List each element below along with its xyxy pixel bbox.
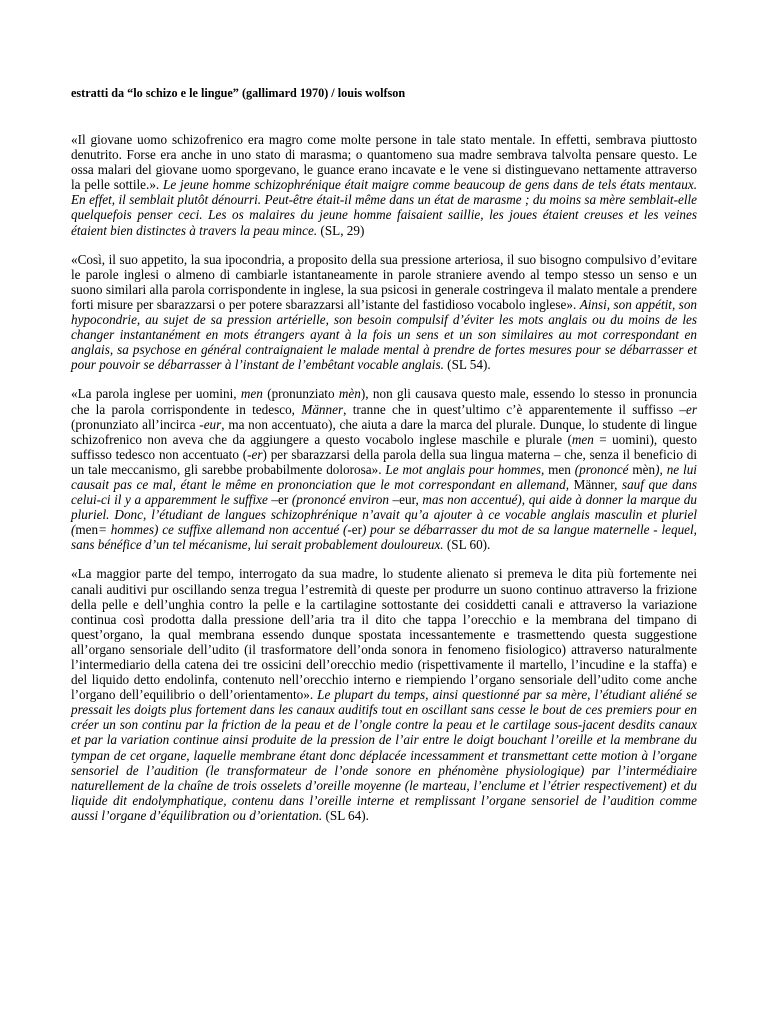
text-run: , ma non accentuato), che aiuta a dare la marca del plurale. Dunque, lo studente di lingue schizofrenico non aveva che da aggiungere a questo vocabolo inglese maschile e plurale ( xyxy=(71,416,697,447)
text-run: ), non gli causava questo male, essendo lo stesso in pronuncia che la parola corrispondente in tedesco, xyxy=(71,386,698,417)
italic-text-run: er xyxy=(251,446,263,462)
italic-text-run: men xyxy=(571,431,594,447)
italic-text-run: er xyxy=(686,401,697,417)
paragraph-2 xyxy=(71,252,697,373)
italic-text-run: (prononcé environ xyxy=(291,492,389,508)
text-run: –eur, xyxy=(388,492,423,508)
italic-text-run: Ainsi, son appétit, son hypocondrie, au sujet de sa pression artérielle, son besoin compulsif d’éviter les mots anglais ou du moins de les changer instantanément en mots étrangers ayant à la fois un sens et un son similaires au mot correspondant en anglais, sa psychose en général contraignaient le malade mental à prendre de fortes mesures pour se débarrasser et pour pouvoir se débarrasser à l’instant de l’embêtant vocable anglais. xyxy=(71,296,698,373)
text-run: men xyxy=(75,522,99,538)
text-run: (SL 54). xyxy=(443,357,491,373)
text-run: (pronunziato xyxy=(262,386,339,402)
italic-text-run: men xyxy=(240,386,263,402)
italic-text-run: mèn xyxy=(338,386,361,402)
text-run: (pronunziato all’incirca - xyxy=(71,416,204,432)
italic-text-run: mas non accentué), qui aide à donner la marque du pluriel. Donc, l’étudiant de langues schizophrénique n’avait qu’a ajouter à ce vocable anglais masculin et pluriel ( xyxy=(71,492,697,538)
text-run: mèn xyxy=(628,461,656,477)
italic-text-run: Männer xyxy=(301,401,344,417)
text-run: «Così, il suo appetito, la sua ipocondria, a proposito della sua pressione arteriosa, il suo bisogno compulsivo d’evitare le parole inglesi o almeno di cambiarle istantaneamente in parole straniere avendo al tempo stesso un senso e un suono similari alla parola corrispondente in inglese, la sua psicosi in generale costringeva il malato mentale a prendere forti misure per sbarazzarsi o per potere sbarazzarsi all’istante del fastidioso vocabolo inglese». xyxy=(71,251,697,312)
text-run: ) per sbarazzarsi della parola della sua lingua materna – che, senza il beneficio di un tale meccanismo, gli sarebbe probabilmente dolorosa». xyxy=(71,446,697,477)
text-run: –er xyxy=(267,492,292,508)
text-run: (SL 60). xyxy=(443,537,491,553)
italic-text-run: Le plupart du temps, ainsi questionné par sa mère, l’étudiant aliéné se pressait les doigts plus fortement dans les canaux auditifs tout en oscillant sans cesse le bout de ces premiers pour en créer un son continu par la friction de la peau et de l’ongle contre la peau et le cartilage sous-jacent desdits canaux et par la variation continue ainsi produite de la pression de l’air entre le doigt bouchant l’oreille et la membrane du tympan de cet organe, laquelle membrane étant donc déplacée incessamment et transmettant cette motion à l’organe sensoriel de l’audition (le transformateur de l’onde sonore en phénomène physiologique) par l’intermédiaire naturellement de la chaîne de trois osselets d’oreille moyenne (le marteau, l’enclume et l’étrier respectivement) et du liquide dit endolymphatique, contenu dans l’oreille interne et remplissant l’organe sensoriel de l’audition comme aussi l’organe d’équilibration ou d’orientation. xyxy=(71,687,697,823)
italic-text-run: sauf que dans celui-ci il y a apparemment le suffixe xyxy=(71,476,698,508)
text-run: = uomini), questo suffisso tedesco non accentuato (- xyxy=(71,431,697,462)
text-run: (SL 64). xyxy=(322,807,369,823)
text-run: (SL, 29) xyxy=(317,222,365,238)
text-run: Männer, xyxy=(569,476,622,492)
text-run: «La parola inglese per uomini, xyxy=(71,386,241,402)
text-run: «La maggior parte del tempo, interrogato da sua madre, lo studente alienato si premeva le dita più fortemente nei canali auditivi pur oscillando senza tregua l’estremità di queste per produrre un suono continuo attraverso la frizione della pelle e dell’unghia contro la pelle e la cartilagine sottostante dei cosiddetti canali e attraverso la variazione continua così prodotta dalla pressione dell’aria tra il dito che tappa l’orecchio e la membrana del timpano di quest’organo, la qual membrana essendo dunque spostata incessantemente e trasmettendo questa suggestione all’organo sensoriale dell’udito (il trasformatore dell’onda sonora in fenomeno fisiologico) attraverso naturalmente l’intermediario della catena dei tre ossicini dell’orecchio medio (rispettivamente il martello, l’incudine e la staffa) e del liquido detto endolinfa, contenuto nell’orecchio interno e riempiendo l’organo sensoriale dell’udito come anche l’organo dell’equilibrio o dell’orientamento». xyxy=(71,566,697,703)
italic-text-run: ), ne lui causait pas ce mal, étant le même en prononciation que le mot correspondant en allemand, xyxy=(71,461,697,492)
italic-text-run: ) pour se débarrasser du mot de sa langue maternelle - lequel, sans bénéfice d’un tel mécanisme, lui serait probablement douloureux. xyxy=(71,522,697,553)
paragraph-1 xyxy=(71,132,697,238)
italic-text-run: = hommes) ce suffixe allemand non accentué ( xyxy=(98,522,348,538)
paragraph-4 xyxy=(71,566,697,823)
paragraph-3 xyxy=(71,386,697,552)
italic-text-run: Le jeune homme schizophrénique était maigre comme beaucoup de gens dans de tels états mentaux. En effet, il semblait plutôt dénourri. Peut-être était-il même dans un état de marasme ; du moins sa mère semblait-elle quelquefois penser ceci. Les os malaires du jeune homme faisaient saillie, les joues étaient creuses et les veines étaient bien distinctes à travers la peau mince. xyxy=(71,177,697,238)
italic-text-run: (prononcé xyxy=(574,461,629,477)
text-run: -er xyxy=(347,522,362,538)
text-run: men xyxy=(544,461,575,477)
italic-text-run: eur xyxy=(203,416,222,432)
text-run: «Il giovane uomo schizofrenico era magro come molte persone in tale stato mentale. In effetti, sembrava piuttosto denutrito. Forse era anche in uno stato di marasma; o quantomeno sua madre sembrava talvolta pensare questo. Le ossa malari del giovane uomo sporgevano, le guance erano incavate e le vene si distinguevano nettamente attraverso la pelle sottile.». xyxy=(71,132,697,193)
text-run: , tranne che in quest’ultimo c’è apparentemente il suffisso – xyxy=(343,401,686,417)
document-title: estratti da “lo schizo e le lingue” (gallimard 1970) / louis wolfson xyxy=(71,86,406,100)
italic-text-run: Le mot anglais pour hommes, xyxy=(385,461,545,477)
